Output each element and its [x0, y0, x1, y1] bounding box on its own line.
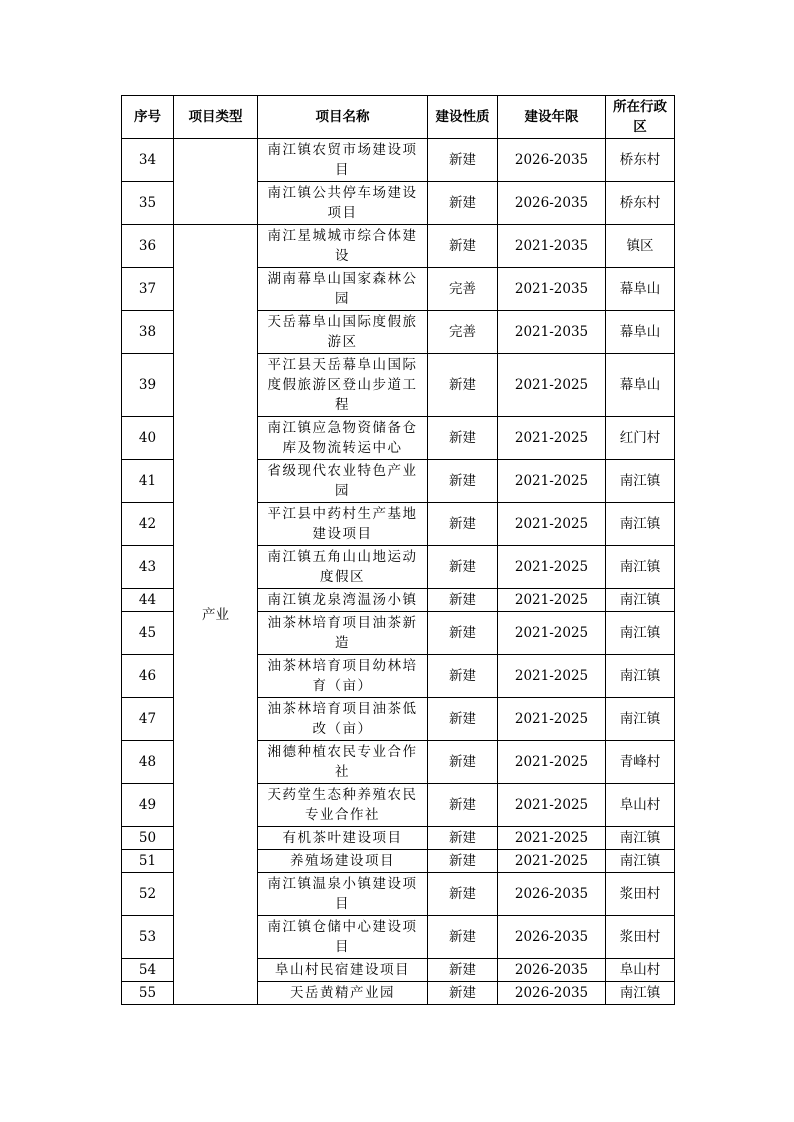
admin-district: 幕阜山	[606, 354, 675, 417]
construction-nature: 完善	[428, 268, 498, 311]
project-name: 南江星城城市综合体建设	[258, 225, 428, 268]
row-no: 51	[122, 850, 174, 873]
project-name: 天岳幕阜山国际度假旅游区	[258, 311, 428, 354]
header-nature: 建设性质	[428, 96, 498, 139]
construction-period: 2026-2035	[498, 139, 606, 182]
row-no: 43	[122, 546, 174, 589]
table-row	[122, 139, 675, 182]
construction-nature: 新建	[428, 916, 498, 959]
project-name: 南江镇温泉小镇建设项目	[258, 873, 428, 916]
admin-district: 桥东村	[606, 139, 675, 182]
admin-district: 南江镇	[606, 655, 675, 698]
admin-district: 南江镇	[606, 612, 675, 655]
project-name: 阜山村民宿建设项目	[258, 959, 428, 982]
construction-period: 2026-2035	[498, 182, 606, 225]
project-name: 南江镇仓储中心建设项目	[258, 916, 428, 959]
construction-nature: 新建	[428, 873, 498, 916]
construction-nature: 新建	[428, 741, 498, 784]
construction-nature: 新建	[428, 503, 498, 546]
admin-district: 南江镇	[606, 589, 675, 612]
project-name: 平江县中药村生产基地建设项目	[258, 503, 428, 546]
admin-district: 南江镇	[606, 982, 675, 1005]
row-no: 34	[122, 139, 174, 182]
row-no: 35	[122, 182, 174, 225]
construction-period: 2021-2025	[498, 784, 606, 827]
row-no: 44	[122, 589, 174, 612]
row-no: 52	[122, 873, 174, 916]
header-no: 序号	[122, 96, 174, 139]
admin-district: 南江镇	[606, 850, 675, 873]
header-name: 项目名称	[258, 96, 428, 139]
construction-period: 2021-2035	[498, 225, 606, 268]
admin-district: 南江镇	[606, 546, 675, 589]
row-no: 37	[122, 268, 174, 311]
construction-nature: 新建	[428, 354, 498, 417]
row-no: 36	[122, 225, 174, 268]
admin-district: 浆田村	[606, 873, 675, 916]
construction-period: 2021-2025	[498, 503, 606, 546]
row-no: 38	[122, 311, 174, 354]
construction-nature: 新建	[428, 589, 498, 612]
admin-district: 红门村	[606, 417, 675, 460]
construction-period: 2026-2035	[498, 982, 606, 1005]
construction-period: 2021-2025	[498, 698, 606, 741]
construction-period: 2021-2025	[498, 741, 606, 784]
construction-nature: 新建	[428, 417, 498, 460]
construction-period: 2026-2035	[498, 959, 606, 982]
row-no: 39	[122, 354, 174, 417]
admin-district: 桥东村	[606, 182, 675, 225]
project-name: 南江镇公共停车场建设项目	[258, 182, 428, 225]
admin-district: 幕阜山	[606, 311, 675, 354]
construction-nature: 新建	[428, 982, 498, 1005]
table-row	[122, 225, 675, 268]
project-name: 油茶林培育项目幼林培育（亩）	[258, 655, 428, 698]
project-type-cell: 产业	[174, 225, 258, 1005]
project-name: 油茶林培育项目油茶低改（亩）	[258, 698, 428, 741]
project-type-cell	[174, 139, 258, 225]
construction-nature: 新建	[428, 850, 498, 873]
construction-nature: 新建	[428, 546, 498, 589]
project-name: 平江县天岳幕阜山国际度假旅游区登山步道工程	[258, 354, 428, 417]
project-name: 湘德种植农民专业合作社	[258, 741, 428, 784]
admin-district: 镇区	[606, 225, 675, 268]
admin-district: 阜山村	[606, 959, 675, 982]
project-name: 湖南幕阜山国家森林公园	[258, 268, 428, 311]
construction-period: 2021-2025	[498, 546, 606, 589]
admin-district: 阜山村	[606, 784, 675, 827]
project-name: 有机茶叶建设项目	[258, 827, 428, 850]
construction-period: 2021-2025	[498, 612, 606, 655]
row-no: 54	[122, 959, 174, 982]
admin-district: 幕阜山	[606, 268, 675, 311]
table-body	[122, 139, 675, 1005]
admin-district: 青峰村	[606, 741, 675, 784]
construction-period: 2021-2035	[498, 268, 606, 311]
project-name: 南江镇农贸市场建设项目	[258, 139, 428, 182]
project-name: 天岳黄精产业园	[258, 982, 428, 1005]
project-name: 养殖场建设项目	[258, 850, 428, 873]
construction-nature: 新建	[428, 784, 498, 827]
construction-nature: 新建	[428, 655, 498, 698]
admin-district: 南江镇	[606, 698, 675, 741]
row-no: 49	[122, 784, 174, 827]
admin-district: 浆田村	[606, 916, 675, 959]
construction-period: 2021-2025	[498, 655, 606, 698]
admin-district: 南江镇	[606, 827, 675, 850]
construction-period: 2021-2035	[498, 311, 606, 354]
construction-period: 2021-2025	[498, 460, 606, 503]
construction-nature: 新建	[428, 182, 498, 225]
row-no: 53	[122, 916, 174, 959]
header-type: 项目类型	[174, 96, 258, 139]
construction-period: 2021-2025	[498, 850, 606, 873]
construction-period: 2021-2025	[498, 827, 606, 850]
construction-period: 2021-2025	[498, 354, 606, 417]
construction-nature: 新建	[428, 612, 498, 655]
project-name: 油茶林培育项目油茶新造	[258, 612, 428, 655]
construction-nature: 新建	[428, 698, 498, 741]
project-name: 省级现代农业特色产业园	[258, 460, 428, 503]
construction-period: 2021-2025	[498, 589, 606, 612]
construction-period: 2026-2035	[498, 873, 606, 916]
row-no: 42	[122, 503, 174, 546]
construction-period: 2026-2035	[498, 916, 606, 959]
project-name: 南江镇应急物资储备仓库及物流转运中心	[258, 417, 428, 460]
admin-district: 南江镇	[606, 503, 675, 546]
row-no: 46	[122, 655, 174, 698]
construction-nature: 新建	[428, 225, 498, 268]
project-name: 南江镇龙泉湾温汤小镇	[258, 589, 428, 612]
row-no: 41	[122, 460, 174, 503]
row-no: 40	[122, 417, 174, 460]
admin-district: 南江镇	[606, 460, 675, 503]
construction-nature: 新建	[428, 460, 498, 503]
row-no: 50	[122, 827, 174, 850]
construction-nature: 完善	[428, 311, 498, 354]
header-period: 建设年限	[498, 96, 606, 139]
table-header-row	[122, 96, 675, 139]
row-no: 48	[122, 741, 174, 784]
header-district: 所在行政区	[606, 96, 675, 139]
construction-nature: 新建	[428, 139, 498, 182]
project-name: 南江镇五角山山地运动度假区	[258, 546, 428, 589]
row-no: 45	[122, 612, 174, 655]
row-no: 55	[122, 982, 174, 1005]
project-name: 天药堂生态种养殖农民专业合作社	[258, 784, 428, 827]
row-no: 47	[122, 698, 174, 741]
construction-nature: 新建	[428, 959, 498, 982]
construction-nature: 新建	[428, 827, 498, 850]
construction-period: 2021-2025	[498, 417, 606, 460]
project-table	[121, 95, 675, 1005]
